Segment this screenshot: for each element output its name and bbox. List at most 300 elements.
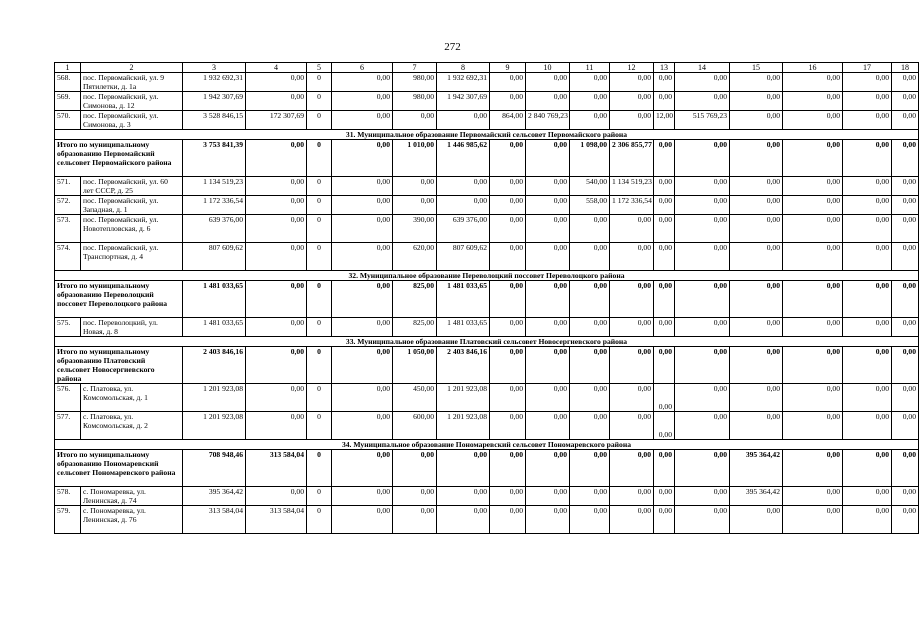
value-cell: 0,00	[675, 318, 730, 337]
value-cell: 395 364,42	[730, 487, 783, 506]
value-cell: 0	[307, 450, 332, 487]
table-row	[55, 177, 919, 196]
value-cell: 0,00	[610, 73, 654, 92]
header-cell: 13	[654, 63, 675, 73]
header-cell: 8	[437, 63, 490, 73]
header-cell: 2	[81, 63, 183, 73]
value-cell: 0,00	[730, 384, 783, 412]
value-cell: 0,00	[730, 347, 783, 384]
value-cell: 0,00	[246, 92, 307, 111]
value-cell: 313 584,04	[246, 450, 307, 487]
row-number: 578.	[55, 487, 81, 506]
value-cell: 0,00	[610, 347, 654, 384]
value-cell: 0,00	[610, 412, 654, 440]
value-cell: 0,00	[654, 347, 675, 384]
address-cell: с. Платовка, ул. Комсомольская, д. 1	[81, 384, 183, 412]
table-row	[55, 318, 919, 337]
value-cell: 0	[307, 384, 332, 412]
value-cell: 0,00	[675, 384, 730, 412]
value-cell: 0,00	[730, 73, 783, 92]
table-row	[55, 92, 919, 111]
value-cell: 0,00	[246, 140, 307, 177]
value-cell: 0,00	[490, 412, 526, 440]
value-cell: 0	[307, 215, 332, 243]
value-cell: 0,00	[570, 412, 610, 440]
value-cell: 0,00	[332, 384, 393, 412]
value-cell: 0,00	[610, 318, 654, 337]
value-cell: 0,00	[783, 111, 843, 130]
value-cell: 1 942 307,69	[437, 92, 490, 111]
value-cell: 1 010,00	[393, 140, 437, 177]
address-cell: пос. Первомайский, ул. Транспортная, д. 4	[81, 243, 183, 271]
value-cell: 0,00	[526, 92, 570, 111]
value-cell: 0,00	[490, 347, 526, 384]
value-cell: 0,00	[526, 243, 570, 271]
total-label: Итого по муниципальному образованию Платовский сельсовет Новосергиевского района	[55, 347, 183, 384]
value-cell: 0,00	[675, 73, 730, 92]
value-cell: 0,00	[783, 281, 843, 318]
value-cell: 0,00	[783, 412, 843, 440]
value-cell: 0,00	[654, 196, 675, 215]
value-cell: 0,00	[843, 73, 892, 92]
value-cell: 0	[307, 347, 332, 384]
value-cell: 0,00	[437, 177, 490, 196]
value-cell: 558,00	[570, 196, 610, 215]
value-cell: 1 932 692,31	[437, 73, 490, 92]
value-cell: 0	[307, 73, 332, 92]
section-title-row	[55, 440, 919, 450]
value-cell: 395 364,42	[730, 450, 783, 487]
value-cell: 0,00	[843, 92, 892, 111]
value-cell: 0,00	[570, 450, 610, 487]
value-cell: 0,00	[332, 318, 393, 337]
value-cell: 0,00	[526, 412, 570, 440]
value-cell: 0,00	[675, 196, 730, 215]
value-cell: 0,00	[437, 111, 490, 130]
value-cell: 0,00	[332, 450, 393, 487]
table-row	[55, 73, 919, 92]
value-cell: 0,00	[332, 487, 393, 506]
address-cell: пос. Первомайский, ул. Новотепловская, д. 6	[81, 215, 183, 243]
header-cell: 9	[490, 63, 526, 73]
value-cell: 0	[307, 177, 332, 196]
value-cell: 0,00	[892, 215, 919, 243]
value-cell: 620,00	[393, 243, 437, 271]
value-cell: 825,00	[393, 318, 437, 337]
value-cell: 0,00	[654, 92, 675, 111]
value-cell: 0,00	[526, 281, 570, 318]
value-cell: 1 481 033,65	[183, 281, 246, 318]
value-cell: 0,00	[730, 140, 783, 177]
value-cell: 0,00	[783, 73, 843, 92]
value-cell: 0,00	[675, 215, 730, 243]
value-cell: 0,00	[246, 243, 307, 271]
table-header-row	[55, 63, 919, 73]
value-cell: 0,00	[892, 384, 919, 412]
value-cell: 1 481 033,65	[437, 318, 490, 337]
value-cell: 980,00	[393, 92, 437, 111]
value-cell: 0,00	[843, 215, 892, 243]
value-cell: 0,00	[675, 281, 730, 318]
header-cell: 5	[307, 63, 332, 73]
value-cell: 0,00	[843, 140, 892, 177]
row-number: 577.	[55, 412, 81, 440]
value-cell: 2 403 846,16	[183, 347, 246, 384]
value-cell: 0,00	[490, 506, 526, 534]
value-cell: 0,00	[892, 487, 919, 506]
value-cell: 0,00	[892, 177, 919, 196]
value-cell: 1 172 336,54	[610, 196, 654, 215]
value-cell: 0,00	[783, 347, 843, 384]
value-cell: 0,00	[332, 215, 393, 243]
value-cell: 0,00	[570, 281, 610, 318]
table-row	[55, 111, 919, 130]
address-cell: с. Пономаревка, ул. Ленинская, д. 76	[81, 506, 183, 534]
value-cell: 0,00	[526, 177, 570, 196]
value-cell: 0,00	[246, 215, 307, 243]
value-cell: 0,00	[332, 243, 393, 271]
value-cell: 0,00	[393, 111, 437, 130]
value-cell: 0,00	[246, 347, 307, 384]
value-cell: 0,00	[783, 318, 843, 337]
value-cell: 1 201 923,08	[437, 384, 490, 412]
value-cell: 0,00	[246, 412, 307, 440]
value-cell: 0,00	[490, 450, 526, 487]
header-cell: 1	[55, 63, 81, 73]
total-label: Итого по муниципальному образованию Первомайский сельсовет Первомайского района	[55, 140, 183, 177]
value-cell: 0,00	[570, 92, 610, 111]
value-cell: 390,00	[393, 215, 437, 243]
value-cell: 0,00	[783, 487, 843, 506]
value-cell: 0,00	[843, 347, 892, 384]
value-cell: 0,00	[526, 73, 570, 92]
value-cell: 0,00	[570, 215, 610, 243]
value-cell: 515 769,23	[675, 111, 730, 130]
section-title-row	[55, 271, 919, 281]
value-cell: 0,00	[783, 196, 843, 215]
value-cell: 864,00	[490, 111, 526, 130]
value-cell: 0,00	[675, 487, 730, 506]
value-cell: 0,00	[730, 215, 783, 243]
address-cell: пос. Первомайский, ул. Симонова, д. 12	[81, 92, 183, 111]
value-cell: 3 528 846,15	[183, 111, 246, 130]
value-cell: 0,00	[526, 347, 570, 384]
value-cell: 0,00	[490, 281, 526, 318]
value-cell: 0,00	[610, 111, 654, 130]
value-cell: 0,00	[892, 318, 919, 337]
value-cell: 0,00	[654, 384, 675, 412]
value-cell: 0,00	[490, 318, 526, 337]
row-number: 569.	[55, 92, 81, 111]
value-cell: 1 201 923,08	[183, 384, 246, 412]
value-cell: 0,00	[730, 111, 783, 130]
value-cell: 0,00	[490, 487, 526, 506]
header-cell: 10	[526, 63, 570, 73]
value-cell: 0	[307, 92, 332, 111]
value-cell: 0,00	[675, 347, 730, 384]
value-cell: 0,00	[610, 281, 654, 318]
value-cell: 0,00	[843, 450, 892, 487]
row-number: 572.	[55, 196, 81, 215]
value-cell: 1 481 033,65	[437, 281, 490, 318]
value-cell: 0,00	[526, 140, 570, 177]
value-cell: 0,00	[843, 111, 892, 130]
value-cell: 0,00	[570, 243, 610, 271]
value-cell: 0,00	[892, 281, 919, 318]
value-cell: 0,00	[892, 412, 919, 440]
value-cell: 0,00	[246, 281, 307, 318]
value-cell: 1 446 985,62	[437, 140, 490, 177]
value-cell: 0,00	[246, 318, 307, 337]
value-cell: 0,00	[654, 243, 675, 271]
header-cell: 11	[570, 63, 610, 73]
address-cell: с. Платовка, ул. Комсомольская, д. 2	[81, 412, 183, 440]
value-cell: 0,00	[730, 92, 783, 111]
value-cell: 0,00	[675, 506, 730, 534]
value-cell: 1 201 923,08	[183, 412, 246, 440]
value-cell: 1 201 923,08	[437, 412, 490, 440]
value-cell: 450,00	[393, 384, 437, 412]
value-cell: 0,00	[332, 177, 393, 196]
value-cell: 0,00	[675, 177, 730, 196]
value-cell: 0,00	[393, 487, 437, 506]
value-cell: 0,00	[490, 73, 526, 92]
value-cell: 0	[307, 487, 332, 506]
value-cell: 0	[307, 111, 332, 130]
value-cell: 0,00	[892, 140, 919, 177]
value-cell: 0,00	[526, 487, 570, 506]
value-cell: 0,00	[490, 196, 526, 215]
value-cell: 0,00	[675, 243, 730, 271]
value-cell: 0,00	[332, 196, 393, 215]
value-cell: 540,00	[570, 177, 610, 196]
value-cell: 0,00	[526, 196, 570, 215]
value-cell: 825,00	[393, 281, 437, 318]
value-cell: 0,00	[730, 243, 783, 271]
value-cell: 0,00	[393, 196, 437, 215]
value-cell: 600,00	[393, 412, 437, 440]
value-cell: 313 584,04	[246, 506, 307, 534]
value-cell: 1 481 033,65	[183, 318, 246, 337]
header-cell: 12	[610, 63, 654, 73]
value-cell: 172 307,69	[246, 111, 307, 130]
header-cell: 17	[843, 63, 892, 73]
header-cell: 18	[892, 63, 919, 73]
value-cell: 0,00	[654, 318, 675, 337]
value-cell: 0,00	[610, 243, 654, 271]
value-cell: 0	[307, 281, 332, 318]
address-cell: с. Пономаревка, ул. Ленинская, д. 74	[81, 487, 183, 506]
data-table	[54, 62, 919, 534]
value-cell: 0,00	[246, 487, 307, 506]
total-row	[55, 140, 919, 177]
value-cell: 0,00	[783, 506, 843, 534]
value-cell: 0,00	[526, 506, 570, 534]
value-cell: 0,00	[675, 140, 730, 177]
value-cell: 0,00	[783, 450, 843, 487]
section-title: 32. Муниципальное образование Переволоцкий поссовет Переволоцкого района	[55, 271, 919, 281]
row-number: 579.	[55, 506, 81, 534]
value-cell: 0,00	[654, 177, 675, 196]
value-cell: 0,00	[332, 347, 393, 384]
value-cell: 0,00	[610, 487, 654, 506]
value-cell: 0	[307, 243, 332, 271]
value-cell: 0,00	[490, 243, 526, 271]
total-row	[55, 450, 919, 487]
value-cell: 2 306 855,77	[610, 140, 654, 177]
header-cell: 15	[730, 63, 783, 73]
value-cell: 0	[307, 318, 332, 337]
value-cell: 0,00	[570, 487, 610, 506]
value-cell: 0,00	[892, 347, 919, 384]
value-cell: 0,00	[730, 412, 783, 440]
value-cell: 0,00	[892, 243, 919, 271]
value-cell: 0,00	[332, 73, 393, 92]
value-cell: 0,00	[892, 92, 919, 111]
value-cell: 0,00	[783, 140, 843, 177]
total-label: Итого по муниципальному образованию Переволоцкий поссовет Переволоцкого района	[55, 281, 183, 318]
value-cell: 0,00	[490, 92, 526, 111]
value-cell: 0,00	[437, 196, 490, 215]
header-cell: 7	[393, 63, 437, 73]
value-cell: 0,00	[490, 384, 526, 412]
value-cell: 980,00	[393, 73, 437, 92]
section-title-row	[55, 130, 919, 140]
value-cell: 0,00	[892, 196, 919, 215]
value-cell: 0	[307, 140, 332, 177]
value-cell: 0,00	[654, 140, 675, 177]
value-cell: 0,00	[526, 215, 570, 243]
value-cell: 0,00	[730, 196, 783, 215]
value-cell: 0,00	[843, 281, 892, 318]
table-row	[55, 487, 919, 506]
value-cell: 0,00	[332, 92, 393, 111]
value-cell: 0,00	[570, 384, 610, 412]
value-cell: 0	[307, 196, 332, 215]
value-cell: 0,00	[783, 243, 843, 271]
value-cell: 0,00	[783, 92, 843, 111]
value-cell: 313 584,04	[183, 506, 246, 534]
value-cell: 0,00	[437, 450, 490, 487]
value-cell: 0,00	[843, 506, 892, 534]
table-row	[55, 412, 919, 440]
value-cell: 0,00	[610, 215, 654, 243]
value-cell: 395 364,42	[183, 487, 246, 506]
total-row	[55, 281, 919, 318]
value-cell: 0,00	[246, 73, 307, 92]
value-cell: 0,00	[783, 177, 843, 196]
value-cell: 0,00	[892, 506, 919, 534]
value-cell: 0,00	[437, 487, 490, 506]
header-cell: 16	[783, 63, 843, 73]
value-cell: 708 948,46	[183, 450, 246, 487]
value-cell: 0,00	[246, 196, 307, 215]
value-cell: 807 609,62	[183, 243, 246, 271]
total-label: Итого по муниципальному образованию Пономаревский сельсовет Пономаревского района	[55, 450, 183, 487]
value-cell: 0,00	[526, 450, 570, 487]
value-cell: 0,00	[730, 506, 783, 534]
value-cell: 0,00	[654, 281, 675, 318]
value-cell: 0,00	[654, 506, 675, 534]
row-number: 574.	[55, 243, 81, 271]
header-cell: 3	[183, 63, 246, 73]
value-cell: 0,00	[526, 318, 570, 337]
value-cell: 0,00	[570, 506, 610, 534]
value-cell: 1 050,00	[393, 347, 437, 384]
row-number: 568.	[55, 73, 81, 92]
section-title-row	[55, 337, 919, 347]
value-cell: 0,00	[610, 506, 654, 534]
value-cell: 0,00	[570, 73, 610, 92]
value-cell: 0,00	[654, 487, 675, 506]
total-row	[55, 347, 919, 384]
value-cell: 0,00	[654, 73, 675, 92]
row-number: 573.	[55, 215, 81, 243]
value-cell: 0,00	[654, 215, 675, 243]
value-cell: 639 376,00	[183, 215, 246, 243]
value-cell: 0,00	[246, 177, 307, 196]
row-number: 575.	[55, 318, 81, 337]
value-cell: 0,00	[843, 243, 892, 271]
value-cell: 0,00	[843, 487, 892, 506]
row-number: 576.	[55, 384, 81, 412]
value-cell: 0,00	[332, 506, 393, 534]
address-cell: пос. Переволоцкий, ул. Новая, д. 8	[81, 318, 183, 337]
table-row	[55, 215, 919, 243]
value-cell: 0,00	[332, 111, 393, 130]
value-cell: 0,00	[490, 215, 526, 243]
value-cell: 0,00	[675, 412, 730, 440]
value-cell: 0,00	[843, 196, 892, 215]
value-cell: 1 932 692,31	[183, 73, 246, 92]
address-cell: пос. Первомайский, ул. 9 Пятилетки, д. 1а	[81, 73, 183, 92]
value-cell: 0	[307, 506, 332, 534]
value-cell: 0,00	[490, 140, 526, 177]
value-cell: 3 753 841,39	[183, 140, 246, 177]
section-title: 33. Муниципальное образование Платовский сельсовет Новосергиевского района	[55, 337, 919, 347]
value-cell: 0,00	[675, 92, 730, 111]
value-cell: 0,00	[675, 450, 730, 487]
value-cell: 2 403 846,16	[437, 347, 490, 384]
value-cell: 12,00	[654, 111, 675, 130]
page-number: 272	[444, 41, 461, 53]
value-cell: 0,00	[570, 347, 610, 384]
value-cell: 639 376,00	[437, 215, 490, 243]
value-cell: 0,00	[570, 318, 610, 337]
value-cell: 0,00	[526, 384, 570, 412]
row-number: 570.	[55, 111, 81, 130]
value-cell: 1 134 519,23	[183, 177, 246, 196]
value-cell: 0,00	[610, 92, 654, 111]
value-cell: 0,00	[843, 177, 892, 196]
value-cell: 0,00	[654, 412, 675, 440]
value-cell: 0,00	[892, 450, 919, 487]
address-cell: пос. Первомайский, ул. Симонова, д. 3	[81, 111, 183, 130]
address-cell: пос. Первомайский, ул. 60 лет СССР, д. 25	[81, 177, 183, 196]
value-cell: 0,00	[332, 412, 393, 440]
value-cell: 0,00	[730, 177, 783, 196]
value-cell: 807 609,62	[437, 243, 490, 271]
address-cell: пос. Первомайский, ул. Западная, д. 1	[81, 196, 183, 215]
value-cell: 1 172 336,54	[183, 196, 246, 215]
value-cell: 0,00	[892, 111, 919, 130]
value-cell: 0,00	[730, 318, 783, 337]
value-cell: 0,00	[654, 450, 675, 487]
table-row	[55, 506, 919, 534]
row-number: 571.	[55, 177, 81, 196]
value-cell: 0,00	[332, 281, 393, 318]
value-cell: 0,00	[570, 111, 610, 130]
